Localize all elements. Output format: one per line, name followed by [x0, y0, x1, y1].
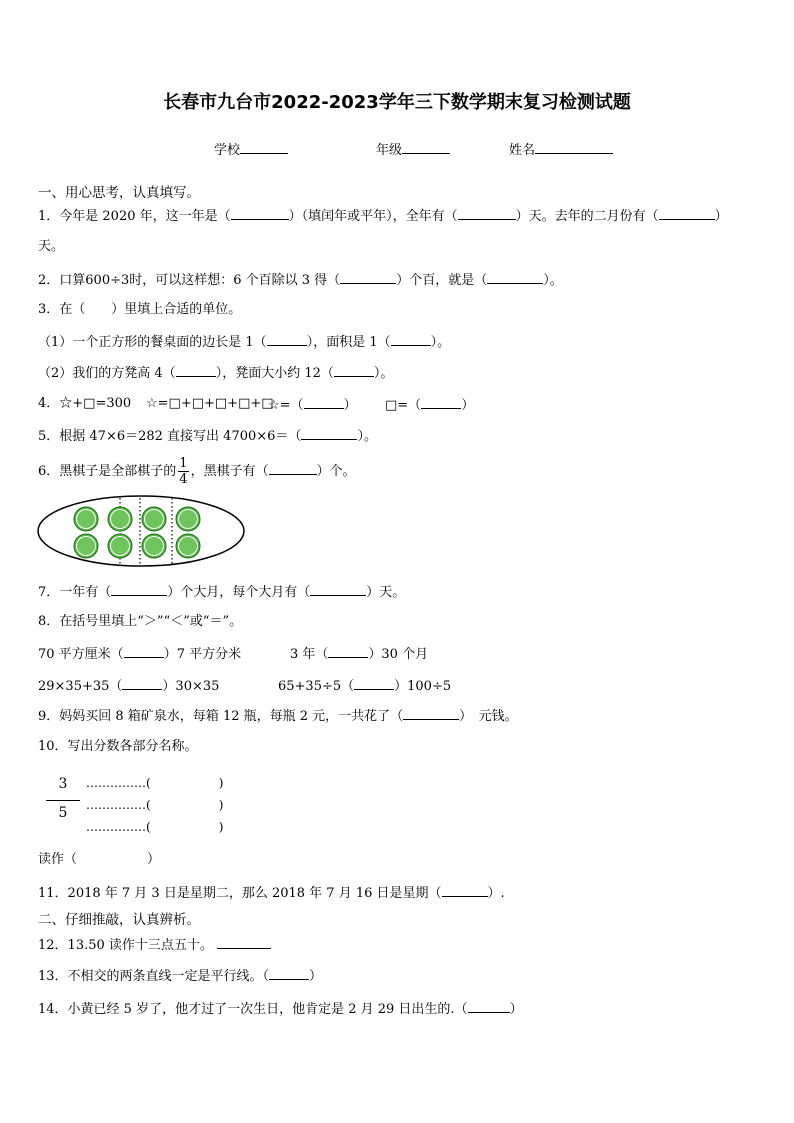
q6-fraction: [178, 456, 188, 487]
q8-r2-text-b: ）30×35: [162, 679, 220, 694]
question-4-eq1: 4．☆+□=300: [38, 396, 132, 411]
q12-text: 12．13.50 读作十三点五十。: [38, 938, 213, 953]
q3-s1-text-c: ）。: [430, 335, 451, 350]
q6-text-b: ，黑棋子有（: [190, 464, 269, 479]
question-10: 10．写出分数各部分名称。: [38, 739, 198, 754]
q10-read-as: [38, 852, 160, 868]
q4-star-close: ）: [343, 398, 357, 413]
q4-star-blank[interactable]: [304, 396, 344, 409]
q8-r1-text-a: 70 平方厘米（: [38, 647, 124, 662]
q8-r1-blank-1[interactable]: [124, 645, 164, 658]
q7-text-b: ）个大月，每个大月有（: [167, 585, 311, 600]
chess-piece-face: [111, 510, 129, 528]
q7-blank-1[interactable]: [111, 583, 167, 596]
q3-s1-blank-1[interactable]: [267, 333, 307, 346]
q1-blank-3[interactable]: [659, 207, 715, 220]
chess-piece-face: [145, 510, 163, 528]
school-label: 学校: [214, 143, 241, 158]
q8-r1-text-d: ）30 个月: [368, 647, 429, 662]
q8-r1-blank-2[interactable]: [328, 645, 368, 658]
q3-s2-blank-2[interactable]: [334, 364, 374, 377]
question-4-star: [268, 396, 357, 414]
q8-r2-text-c: 65+35÷5（: [278, 679, 355, 694]
chess-pieces-figure: [36, 494, 246, 568]
q11-blank[interactable]: [442, 884, 488, 897]
q14-text-b: ）: [509, 1002, 523, 1017]
question-6: [38, 455, 356, 489]
q7-blank-2[interactable]: [310, 583, 366, 596]
q2-text-c: ）。: [543, 273, 563, 288]
q8-r2-blank-2[interactable]: [354, 677, 394, 690]
q13-text-a: 13．不相交的两条直线一定是平行线。（: [38, 969, 270, 984]
q8-r2-text-d: ）100÷5: [394, 679, 452, 694]
q1-text-a: 1．今年是 2020 年，这一年是（: [38, 209, 231, 224]
q6-blank[interactable]: [269, 462, 317, 475]
q10-read-label: 读作（: [38, 852, 78, 867]
q10-dots-1: ……………(: [86, 776, 151, 790]
school-blank[interactable]: [240, 141, 288, 154]
q3-s2-text-a: （2）我们的方凳高 4（: [38, 366, 176, 381]
q1-text-d: ）: [714, 209, 728, 224]
q8-r1-text-c: 3 年（: [290, 647, 329, 662]
question-8-row-1b: [290, 645, 428, 663]
q3-s2-text-b: ），凳面大小约 12（: [215, 366, 334, 381]
question-3: 3．在（ ）里填上合适的单位。: [38, 302, 242, 317]
question-8: 8．在括号里填上“＞”“＜”或“＝”。: [38, 614, 243, 629]
q8-r2-text-a: 29×35+35（: [38, 679, 123, 694]
q4-square-text: □=（: [385, 398, 422, 413]
chess-piece-face: [111, 537, 129, 555]
q3-s1-text-a: （1）一个正方形的餐桌面的边长是 1（: [38, 335, 267, 350]
q2-text-a: 2．口算600÷3时，可以这样想：6 个百除以 3 得（: [38, 273, 341, 288]
q3-s1-blank-2[interactable]: [391, 333, 431, 346]
school-field: [214, 141, 288, 159]
q10-close-3: ): [218, 820, 224, 834]
q14-blank[interactable]: [468, 1000, 510, 1013]
section-heading-2: 二、仔细推敲，认真辨析。: [38, 912, 200, 928]
question-5: [38, 427, 377, 445]
q10-fraction: [46, 776, 80, 821]
q6-text-a: 6．黑棋子是全部棋子的: [38, 464, 177, 479]
q4-square-blank[interactable]: [421, 396, 461, 409]
q14-text-a: 14．小黄已经 5 岁了，他才过了一次生日，他肯定是 2 月 29 日出生的.（: [38, 1002, 468, 1017]
q7-text-a: 7．一年有（: [38, 585, 112, 600]
q10-read-close: ）: [147, 852, 161, 867]
q10-label-row-1: [86, 775, 223, 791]
outer-ellipse: [38, 496, 244, 566]
q5-blank[interactable]: [301, 427, 357, 440]
q10-label-row-3: [86, 819, 223, 835]
chess-piece-face: [179, 510, 197, 528]
question-13: [38, 967, 322, 985]
grade-label: 年级: [376, 143, 403, 158]
question-8-row-1a: [38, 645, 241, 663]
q2-blank-1[interactable]: [340, 271, 396, 284]
name-blank[interactable]: [535, 141, 613, 154]
name-label: 姓名: [509, 143, 536, 158]
q2-blank-2[interactable]: [487, 271, 543, 284]
q10-fraction-numerator: 3: [58, 776, 68, 792]
question-7: [38, 583, 405, 601]
q9-text-b: ） 元钱。: [459, 709, 518, 724]
question-1: [38, 207, 728, 225]
q2-text-b: ）个百，就是（: [396, 273, 488, 288]
q5-text-a: 5．根据 47×6＝282 直接写出 4700×6＝（: [38, 429, 302, 444]
question-1-cont: 天。: [38, 239, 65, 254]
q3-s2-blank-1[interactable]: [176, 364, 216, 377]
grade-blank[interactable]: [402, 141, 450, 154]
q11-text-a: 11．2018 年 7 月 3 日是星期二，那么 2018 年 7 月 16 日是星期（: [38, 886, 442, 901]
question-4-square: [385, 396, 474, 414]
q11-text-b: ）.: [487, 886, 505, 901]
q13-text-b: ）: [309, 969, 323, 984]
q6-fraction-numerator: 1: [179, 456, 188, 471]
question-12: [38, 936, 271, 954]
chess-piece-face: [77, 537, 95, 555]
question-11: [38, 884, 505, 902]
q6-text-c: ）个。: [316, 464, 356, 479]
q8-r2-blank-1[interactable]: [122, 677, 162, 690]
q10-fraction-denominator: 5: [58, 805, 68, 821]
q9-blank[interactable]: [403, 707, 459, 720]
question-8-row-2b: [278, 677, 451, 695]
grade-field: [376, 141, 450, 159]
question-3-sub-1: [38, 333, 450, 351]
q13-blank[interactable]: [269, 967, 309, 980]
chess-piece-face: [145, 537, 163, 555]
q5-text-b: ）。: [357, 429, 377, 444]
question-4-eq2: ☆=□+□+□+□+□: [146, 396, 274, 411]
question-3-sub-2: [38, 364, 393, 382]
q3-s2-text-c: ）。: [373, 366, 394, 381]
q10-label-row-2: [86, 797, 223, 813]
q1-blank-2[interactable]: [458, 207, 516, 220]
q9-text-a: 9．妈妈买回 8 箱矿泉水，每箱 12 瓶，每瓶 2 元，一共花了（: [38, 709, 404, 724]
q1-text-c: ）天。去年的二月份有（: [515, 209, 659, 224]
q6-fraction-denominator: 4: [179, 472, 188, 487]
q12-blank[interactable]: [217, 936, 271, 949]
q10-fraction-bar: [46, 800, 80, 801]
q10-close-2: ): [218, 798, 224, 812]
q4-star-text: ☆=（: [268, 398, 304, 413]
q1-text-b: ）（填闰年或平年），全年有（: [288, 209, 458, 224]
q10-dots-3: ……………(: [86, 820, 151, 834]
page-title: 长春市九台市2022-2023学年三下数学期末复习检测试题: [163, 92, 631, 113]
section-heading-1: 一、用心思考，认真填写。: [38, 185, 200, 201]
name-field: [509, 141, 613, 159]
chess-piece-face: [77, 510, 95, 528]
question-14: [38, 1000, 523, 1018]
q4-square-close: ）: [461, 398, 475, 413]
q10-close-1: ): [218, 776, 224, 790]
chess-piece-face: [179, 537, 197, 555]
question-8-row-2a: [38, 677, 219, 695]
q8-r1-text-b: ）7 平方分米: [163, 647, 242, 662]
question-9: [38, 707, 518, 725]
q7-text-c: ）天。: [366, 585, 406, 600]
question-2: [38, 271, 563, 289]
q1-blank-1[interactable]: [231, 207, 289, 220]
q10-dots-2: ……………(: [86, 798, 151, 812]
q3-s1-text-b: ），面积是 1（: [306, 335, 391, 350]
